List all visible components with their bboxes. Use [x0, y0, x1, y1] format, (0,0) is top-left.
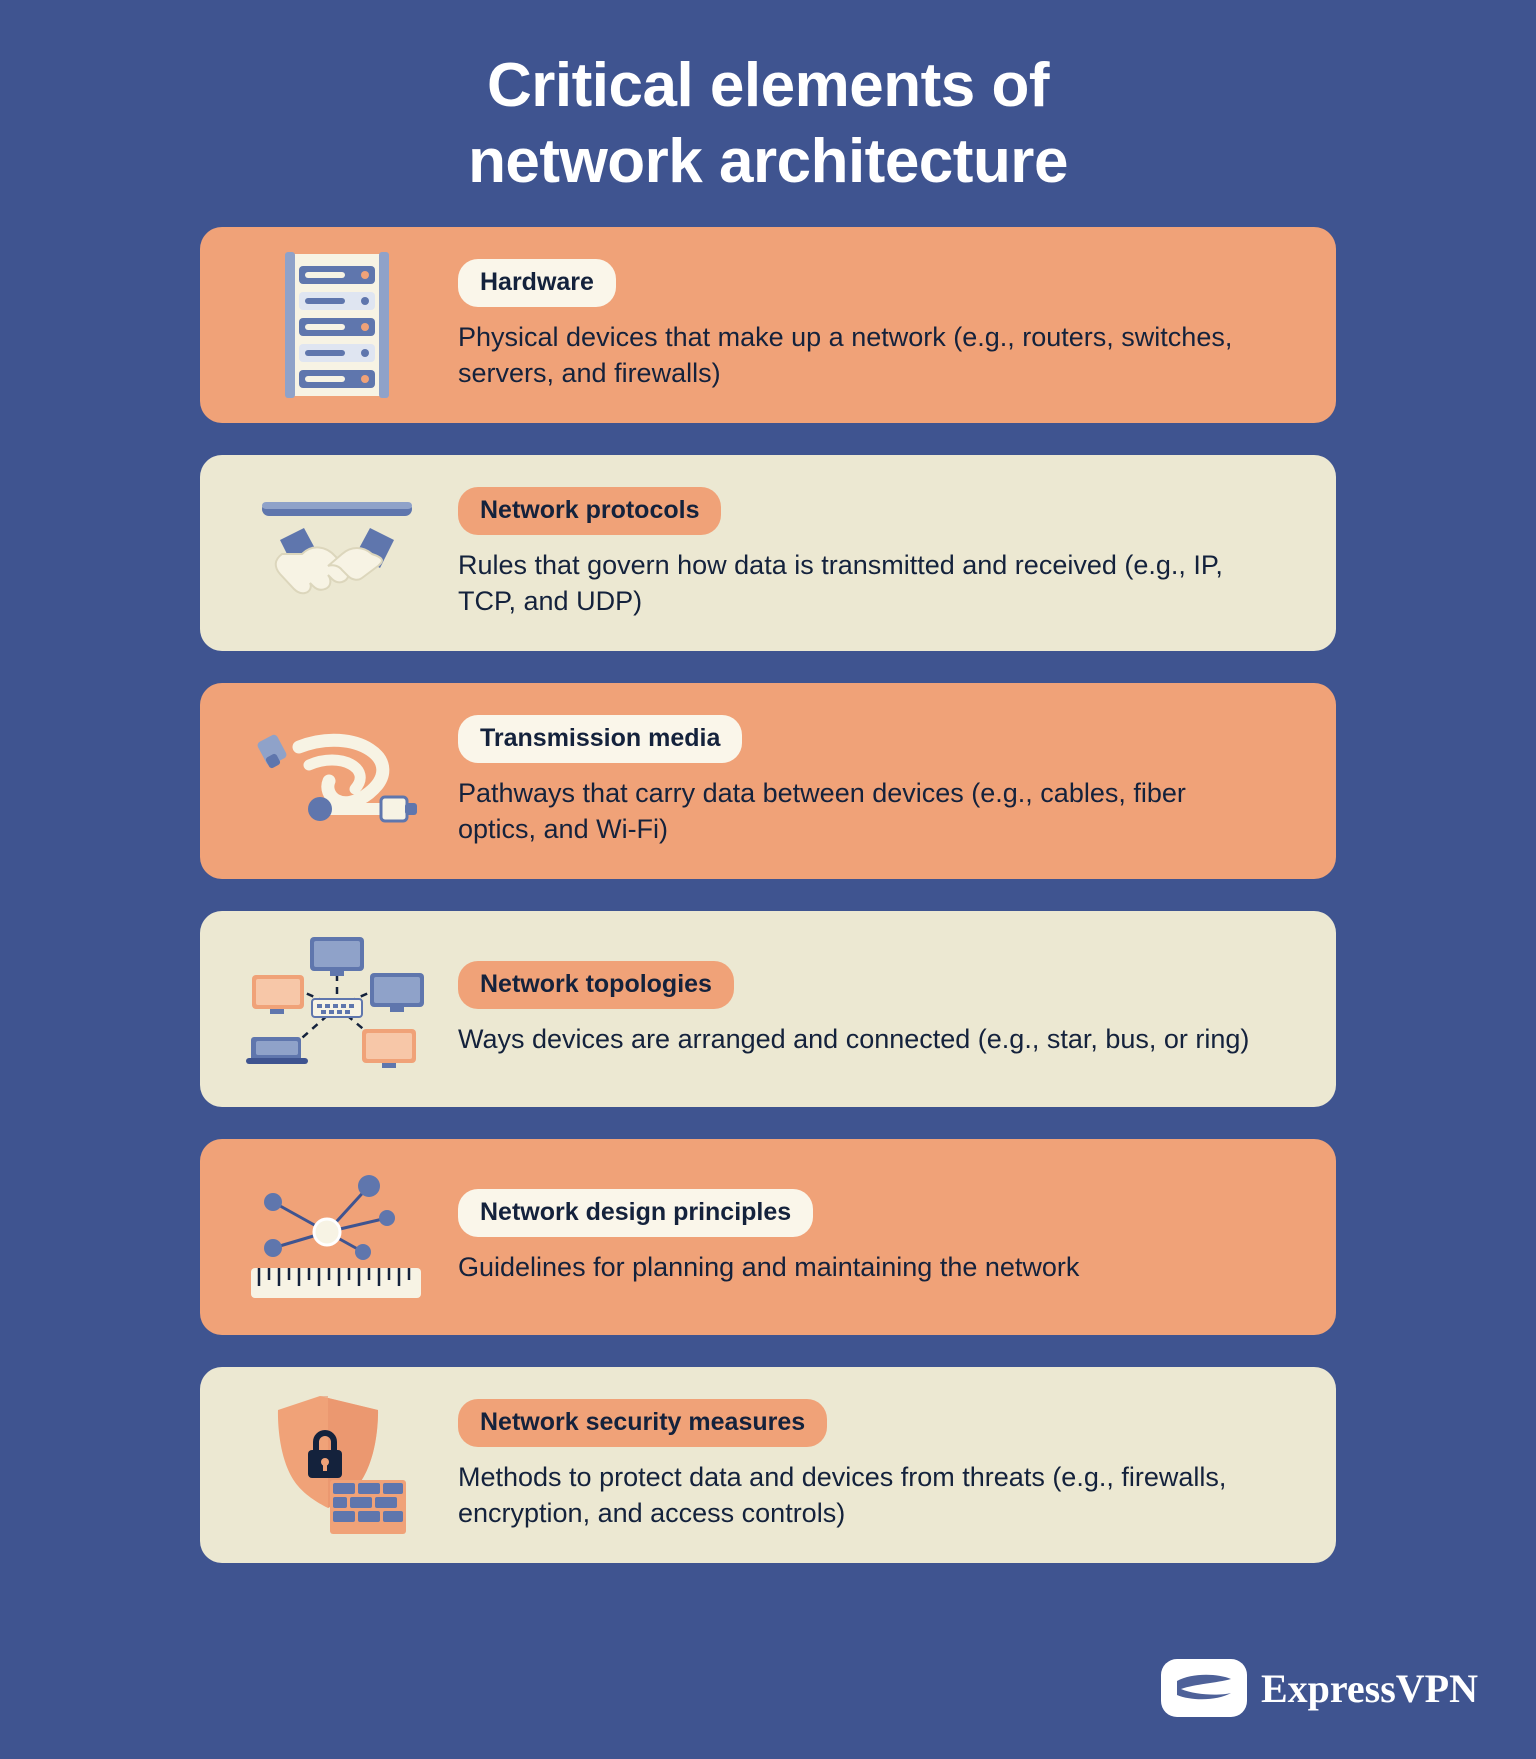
brand-name: ExpressVPN: [1260, 1665, 1478, 1711]
card-description: Pathways that carry data between devices (e.g., cables, fiber optics, and Wi-Fi): [458, 777, 1186, 845]
handshake-icon: [222, 473, 452, 633]
card-description: Guidelines for planning and maintaining the network: [458, 1252, 1080, 1283]
card-label: Network topologies: [458, 961, 734, 1009]
card-description: Ways devices are arranged and connected (e.g., star, bus, or ring): [458, 1024, 1250, 1055]
element-card-transmission-media: [200, 683, 1336, 879]
page-title-line-2: network architecture: [468, 126, 1068, 196]
element-card-hardware: [200, 227, 1336, 423]
page-title: [0, 0, 1536, 199]
card-body: [452, 1399, 1314, 1532]
card-body: [452, 487, 1314, 620]
card-label: Network security measures: [458, 1399, 827, 1447]
card-label: Hardware: [458, 259, 616, 307]
card-description: Physical devices that make up a network (e.g., routers, switches, servers, and firewalls): [458, 321, 1233, 389]
card-body: [452, 1189, 1314, 1285]
node-graph-ruler-icon: [222, 1157, 452, 1317]
shield-lock-firewall-icon: [222, 1385, 452, 1545]
star-topology-icon: [222, 929, 452, 1089]
card-description: Methods to protect data and devices from threats (e.g., firewalls, encryption, and access controls): [458, 1461, 1227, 1529]
element-card-network-topologies: [200, 911, 1336, 1107]
card-body: [452, 259, 1314, 392]
wifi-cable-icon: [222, 701, 452, 861]
brand-lockup: [1161, 1659, 1478, 1717]
element-card-network-design-principles: [200, 1139, 1336, 1335]
card-body: [452, 715, 1314, 848]
server-rack-icon: [222, 245, 452, 405]
card-description: Rules that govern how data is transmitted and received (e.g., IP, TCP, and UDP): [458, 549, 1223, 617]
card-label: Transmission media: [458, 715, 742, 763]
card-label: Network design principles: [458, 1189, 813, 1237]
element-card-network-protocols: [200, 455, 1336, 651]
card-label: Network protocols: [458, 487, 721, 535]
card-body: [452, 961, 1314, 1057]
page-title-line-1: Critical elements of: [487, 51, 1049, 120]
expressvpn-logo-icon: [1161, 1659, 1247, 1717]
element-card-list: [200, 199, 1336, 1563]
element-card-network-security-measures: [200, 1367, 1336, 1563]
